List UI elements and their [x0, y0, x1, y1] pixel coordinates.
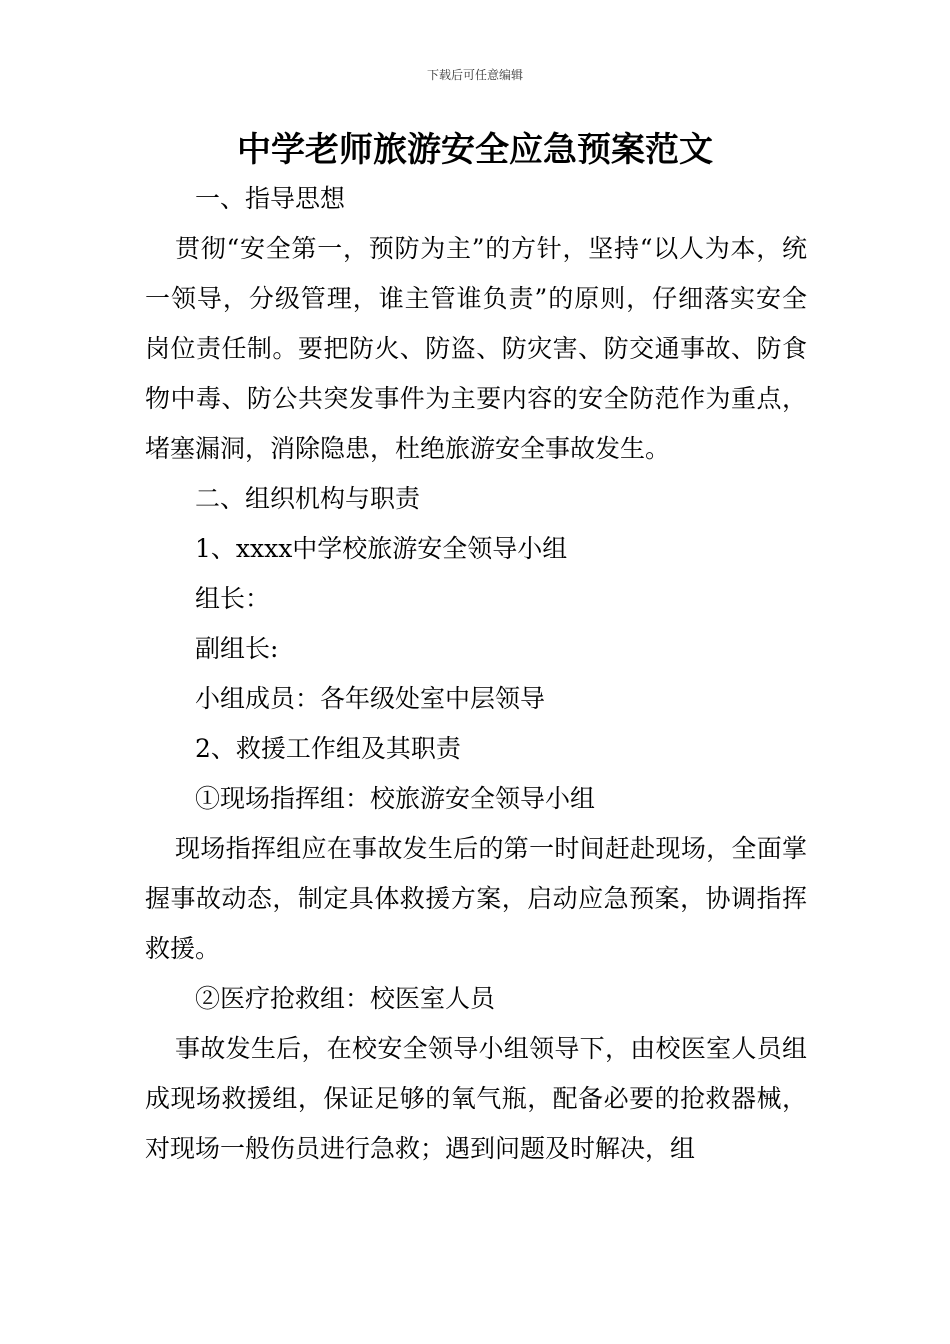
group2-body: 事故发生后，在校安全领导小组领导下，由校医室人员组成现场救援组，保证足够的氧气瓶，配备必要的抢救器械，对现场一般伤员进行急救；遇到问题及时解决，组 [145, 1034, 807, 1163]
group1-heading: ①现场指挥组：校旅游安全领导小组 [195, 784, 596, 813]
document-body [145, 174, 807, 1174]
header-note: 下载后可任意编辑 [426, 68, 523, 82]
section2-heading: 二、组织机构与职责 [195, 484, 421, 513]
item1-leadership-group: 1、xxxx中学校旅游安全领导小组 [195, 534, 568, 563]
vice-leader-line: 副组长: [195, 634, 279, 663]
leader-line: 组长： [195, 584, 271, 613]
document-title: 中学老师旅游安全应急预案范文 [237, 130, 713, 170]
section1-body: 贯彻“安全第一，预防为主”的方针，坚持“以人为本，统一领导，分级管理，谁主管谁负责”的原则，仔细落实安全岗位责任制。要把防火、防盗、防灾害、防交通事故、防食物中毒、防公共突发事件为主要内容的安全防范作为重点，堵塞漏洞，消除隐患，杜绝旅游安全事故发生。 [145, 234, 807, 463]
members-line: 小组成员：各年级处室中层领导 [195, 684, 546, 713]
group2-heading: ②医疗抢救组：校医室人员 [195, 984, 496, 1013]
item2-rescue-groups: 2、救援工作组及其职责 [195, 734, 461, 763]
section1-heading: 一、指导思想 [195, 184, 346, 213]
group1-body: 现场指挥组应在事故发生后的第一时间赶赴现场，全面掌握事故动态，制定具体救援方案，启动应急预案，协调指挥救援。 [145, 834, 807, 963]
